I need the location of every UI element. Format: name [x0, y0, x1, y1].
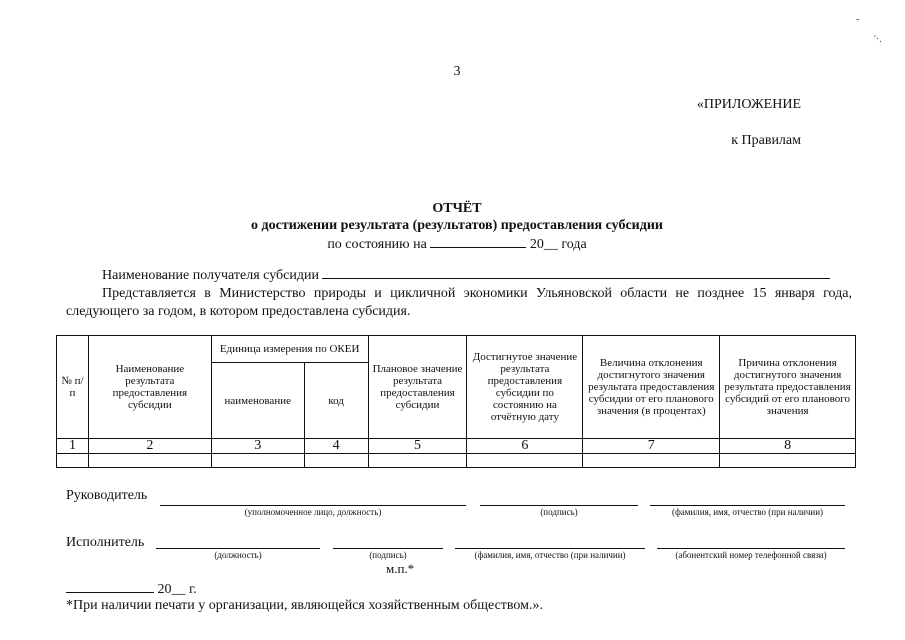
page-number: 3 [453, 64, 461, 79]
scan-mark-icon: '·. [874, 34, 882, 45]
executor-fullname-field[interactable]: (фамилия, имя, отчество (при наличии) [455, 548, 645, 560]
executor-position-field[interactable]: (должность) [156, 548, 320, 560]
stamp-placeholder: м.п.* [386, 561, 415, 576]
appendix-sublabel: к Правилам [731, 133, 801, 148]
report-table [56, 335, 856, 468]
col-number-8: 8 [720, 439, 856, 454]
appendix-label: «ПРИЛОЖЕНИЕ [696, 97, 801, 112]
col-header-deviation: Величина отклонения достигнутого значения результата предоставления субсидии от его планового значения (в процентах) [583, 336, 720, 439]
col-number-1: 1 [57, 439, 89, 454]
as-of-line [0, 235, 905, 253]
head-label: Руководитель [66, 488, 148, 503]
as-of-year: 20__ года [529, 237, 587, 252]
table-cell[interactable] [57, 454, 89, 468]
table-cell[interactable] [720, 454, 856, 468]
date-year: 20__ г. [157, 582, 197, 597]
executor-phone-field[interactable]: (абонентский номер телефонной связи) [657, 548, 845, 560]
head-signature-field[interactable]: (подпись) [480, 505, 638, 517]
col-number-2: 2 [88, 439, 211, 454]
table-cell[interactable] [88, 454, 211, 468]
recipient-line [66, 266, 852, 285]
date-line [66, 580, 197, 598]
executor-signature-field[interactable]: (подпись) [333, 548, 443, 560]
col-header-planned: Плановое значение результата предоставления субсидии [368, 336, 467, 439]
intro-paragraph: Представляется в Министерство природы и цикличной экономики Ульяновской области не позднее 15 января года, следующего за годом, в котором предоставлена субсидия. [66, 286, 852, 319]
table-cell[interactable] [583, 454, 720, 468]
col-number-3: 3 [211, 439, 304, 454]
col-header-achieved: Достигнутое значение результата предоставления субсидии по состоянию на отчётную дату [467, 336, 583, 439]
table-cell[interactable] [467, 454, 583, 468]
table-cell[interactable] [304, 454, 368, 468]
col-number-7: 7 [583, 439, 720, 454]
col-header-number: № п/п [57, 336, 89, 439]
col-header-okei: Единица измерения по ОКЕИ [211, 336, 368, 363]
col-header-name: Наименование результата предоставления субсидии [88, 336, 211, 439]
col-header-unit-code: код [304, 363, 368, 439]
col-header-unit-name: наименование [211, 363, 304, 439]
head-fullname-field[interactable]: (фамилия, имя, отчество (при наличии) [650, 505, 845, 517]
table-row [57, 454, 856, 468]
col-header-reason: Причина отклонения достигнутого значения результата предоставления субсидий от его планового значения [720, 336, 856, 439]
date-day-blank[interactable] [66, 580, 154, 593]
document-title: ОТЧЁТ [432, 201, 482, 216]
table-cell[interactable] [368, 454, 467, 468]
document-subtitle: о достижении результата (результатов) предоставления субсидии [251, 218, 663, 233]
recipient-label: Наименование получателя субсидии [102, 268, 319, 283]
col-number-6: 6 [467, 439, 583, 454]
footnote: *При наличии печати у организации, являющейся хозяйственным обществом.». [66, 598, 544, 613]
col-number-5: 5 [368, 439, 467, 454]
table-cell[interactable] [211, 454, 304, 468]
head-position-field[interactable]: (уполномоченное лицо, должность) [160, 505, 466, 517]
as-of-prefix: по состоянию на [327, 237, 427, 252]
recipient-blank[interactable] [322, 266, 830, 279]
col-number-4: 4 [304, 439, 368, 454]
scan-mark-icon: - [856, 14, 860, 25]
executor-label: Исполнитель [66, 535, 145, 550]
date-blank[interactable] [430, 235, 526, 248]
